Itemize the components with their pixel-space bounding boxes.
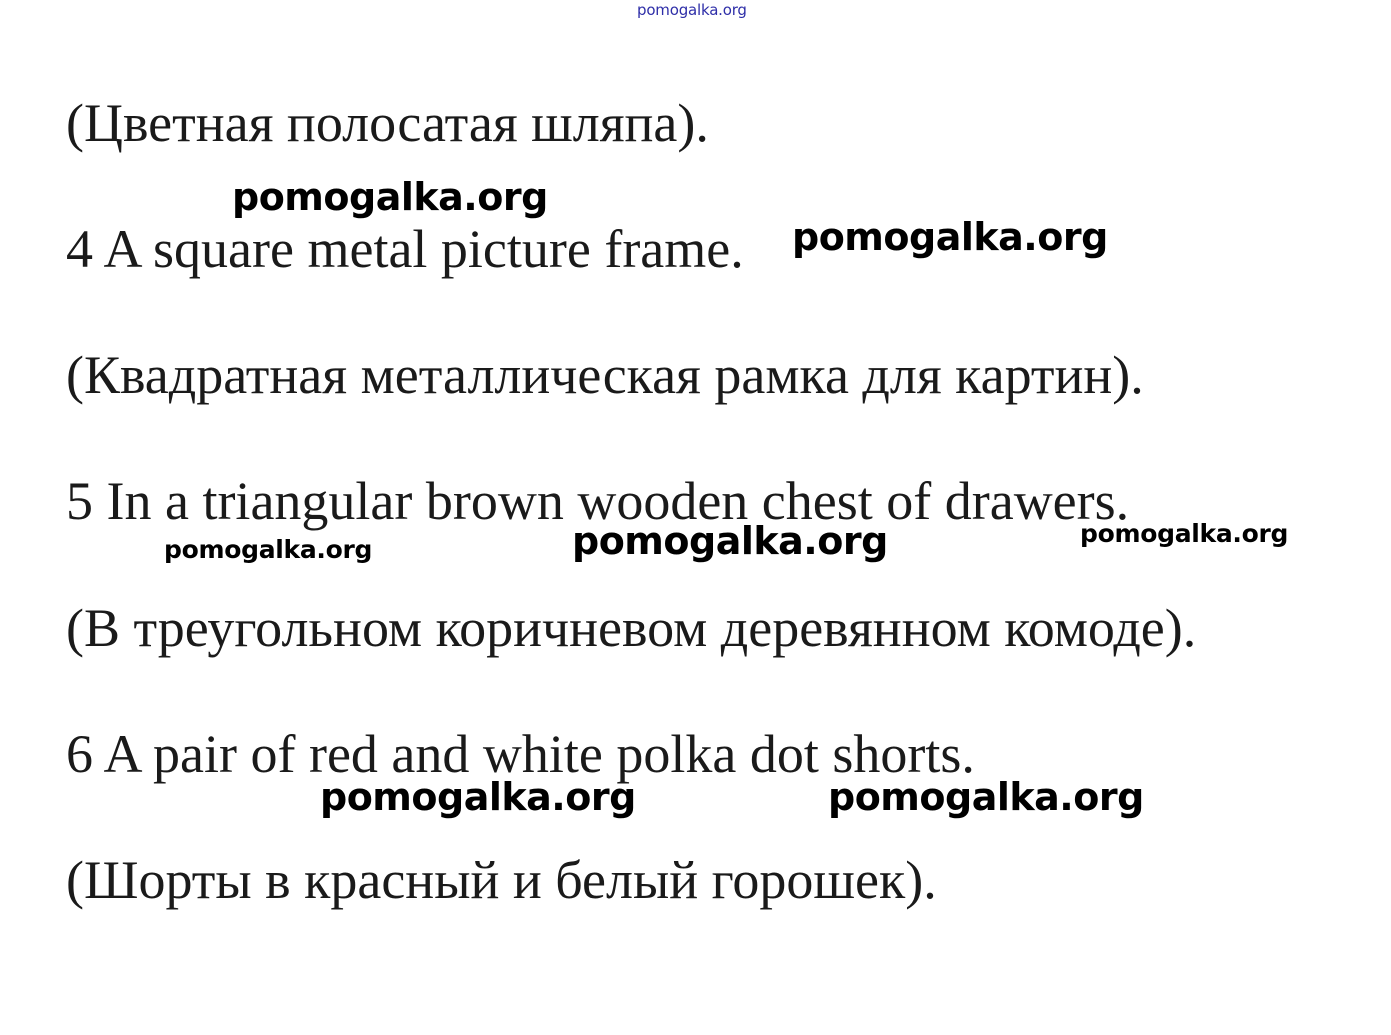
watermark-1: pomogalka.org bbox=[232, 175, 548, 219]
watermark-3: pomogalka.org bbox=[164, 535, 373, 564]
text-line-6: 6 A pair of red and white polka dot shorts. bbox=[66, 724, 975, 784]
watermark-2: pomogalka.org bbox=[792, 215, 1108, 259]
watermark-7: pomogalka.org bbox=[828, 775, 1144, 819]
text-line-2: 4 A square metal picture frame. bbox=[66, 219, 744, 279]
watermark-6: pomogalka.org bbox=[320, 775, 636, 819]
top-watermark: pomogalka.org bbox=[637, 1, 747, 19]
watermark-4: pomogalka.org bbox=[572, 519, 888, 563]
watermark-5: pomogalka.org bbox=[1080, 519, 1289, 548]
text-line-1: (Цветная полосатая шляпа). bbox=[66, 93, 709, 153]
text-line-4: 5 In a triangular brown wooden chest of drawers. bbox=[66, 471, 1130, 531]
text-line-5: (В треугольном коричневом деревянном комоде). bbox=[66, 598, 1197, 658]
text-line-3: (Квадратная металлическая рамка для картин). bbox=[66, 345, 1144, 405]
text-line-7: (Шорты в красный и белый горошек). bbox=[66, 850, 937, 910]
